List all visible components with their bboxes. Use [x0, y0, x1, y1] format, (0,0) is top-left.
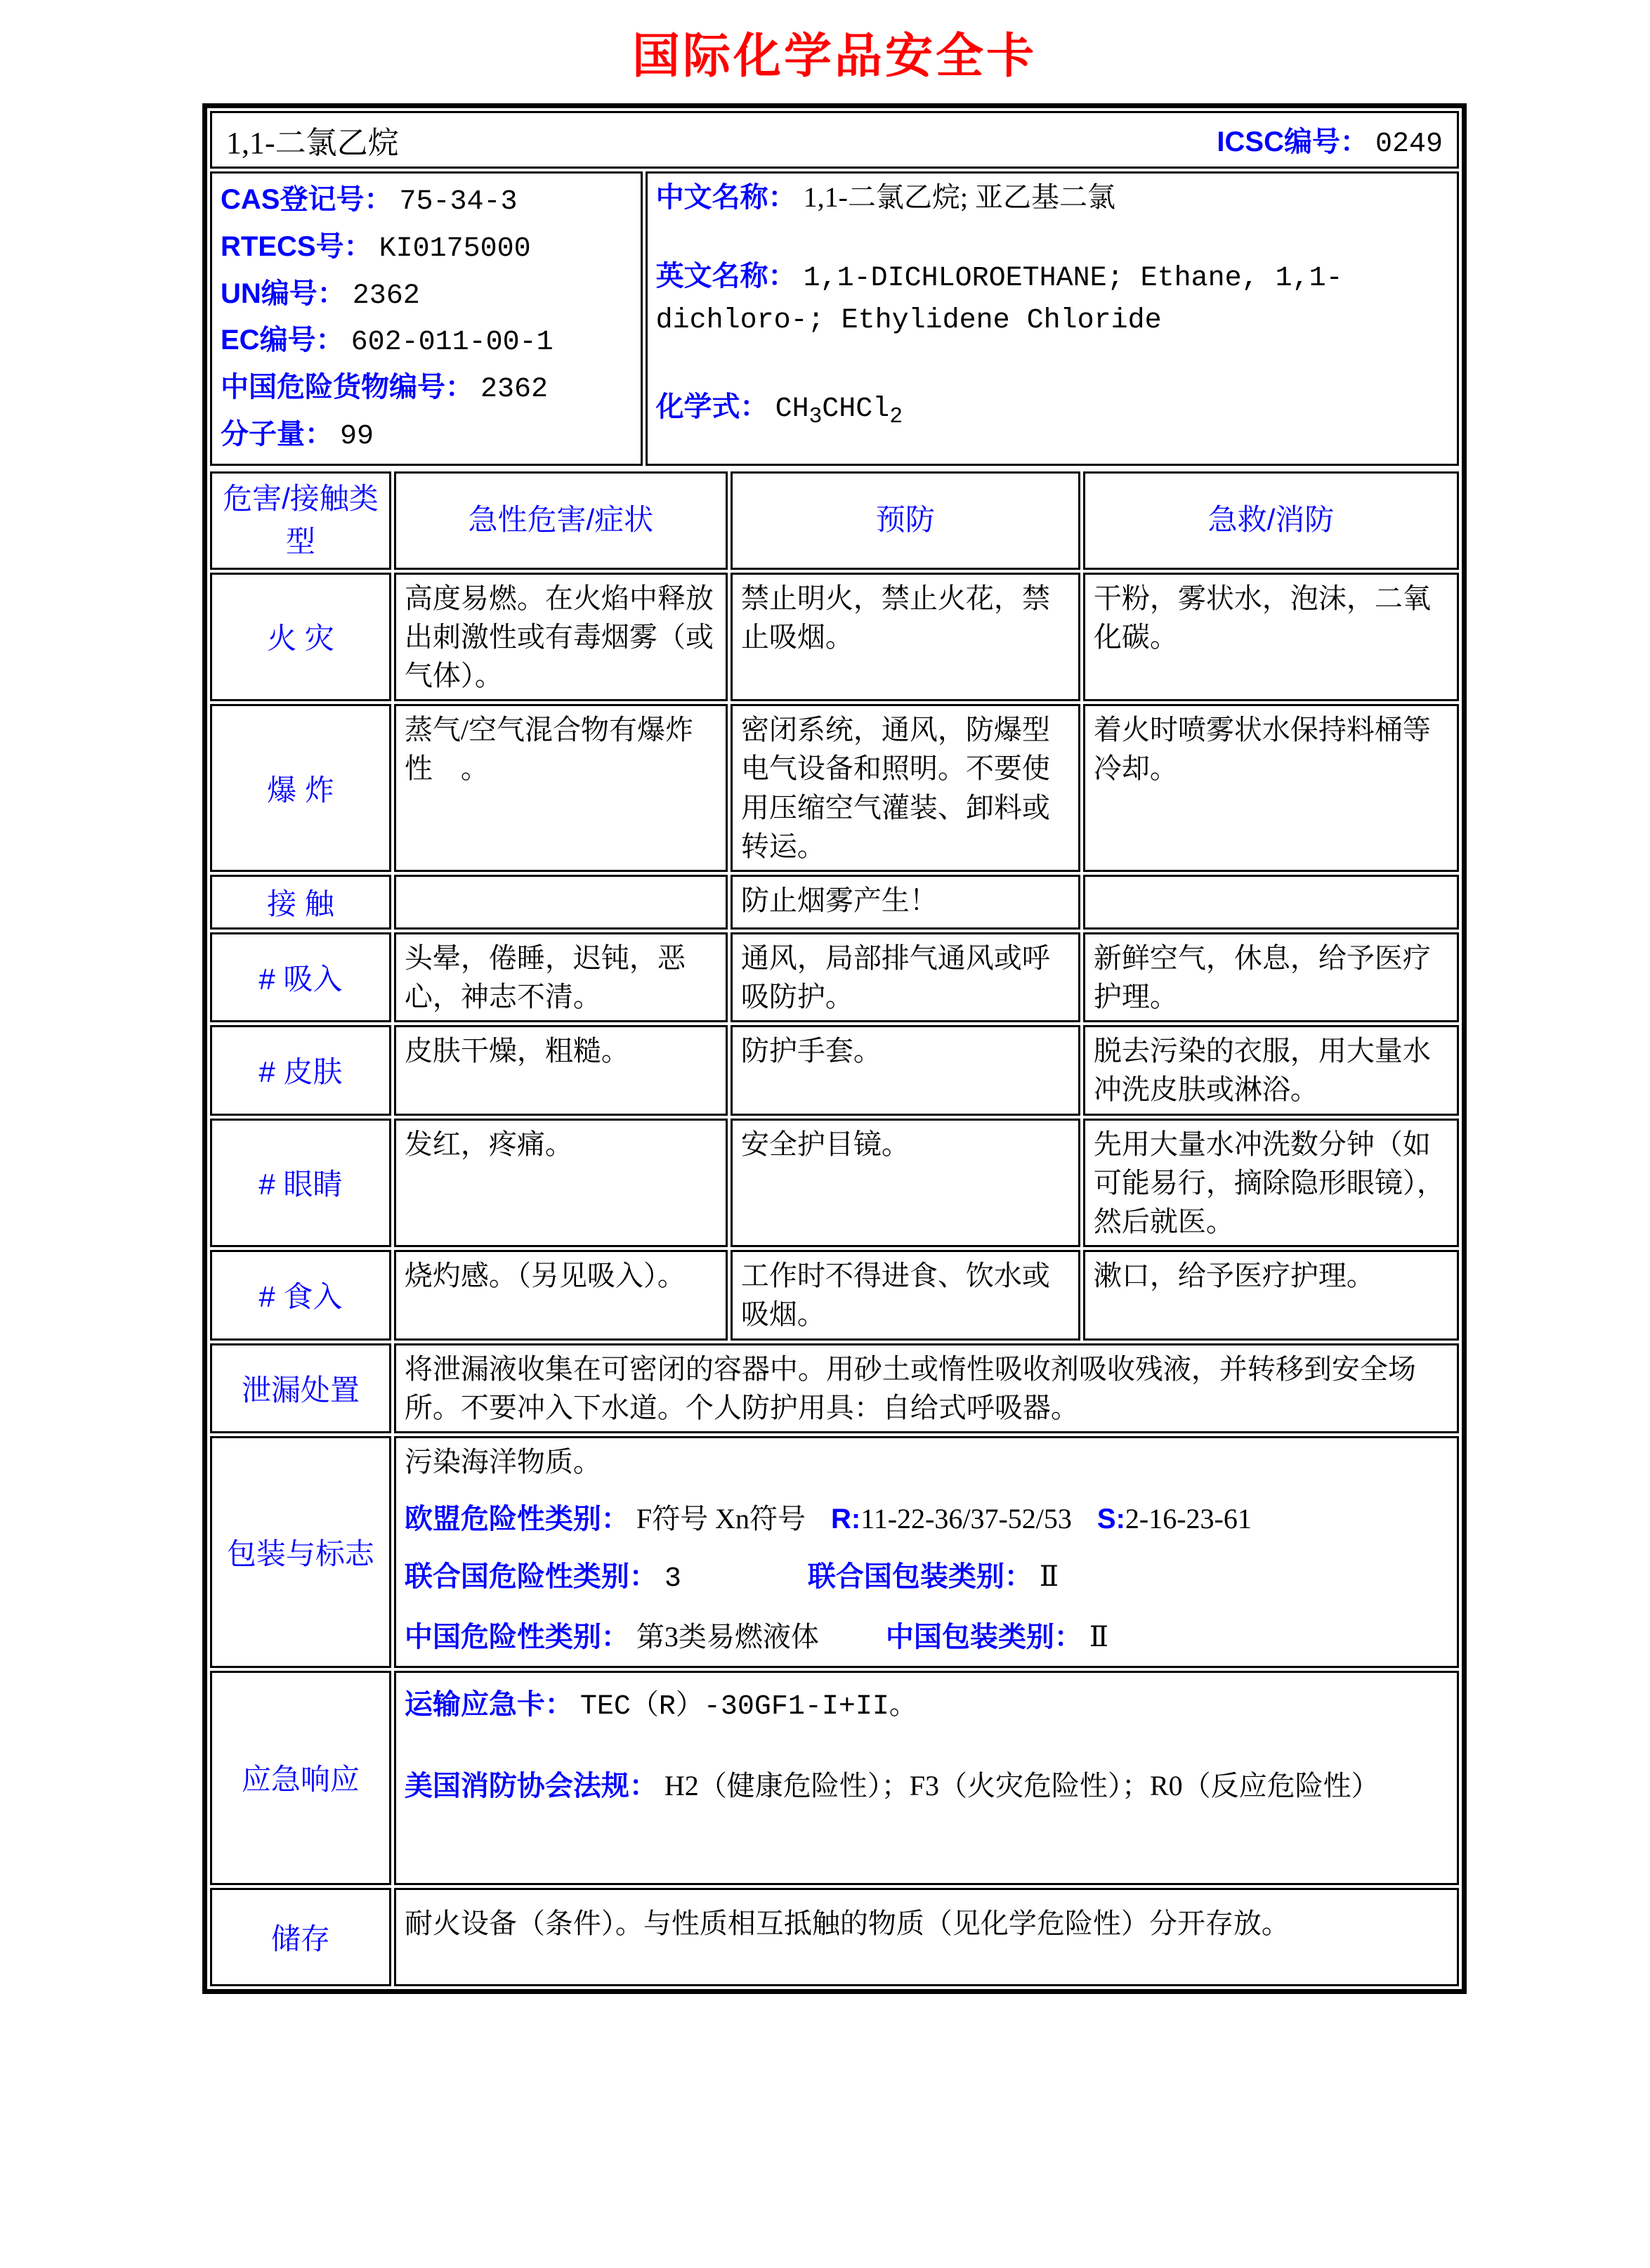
marine-pollutant-note: 污染海洋物质。	[404, 1445, 601, 1478]
fire-response-cell: 干粉，雾状水，泡沫，二氧化碳。	[1083, 573, 1459, 702]
chemical-names-cell	[646, 171, 1459, 466]
row-eyes	[210, 1119, 1459, 1248]
col-header-symptoms: 急性危害/症状	[394, 471, 728, 570]
row-emergency-response	[210, 1671, 1459, 1885]
ingestion-prevention-cell: 工作时不得进食、饮水或吸烟。	[731, 1250, 1080, 1340]
identity-row	[210, 171, 1459, 466]
name-row	[210, 111, 1459, 169]
skin-symptoms-cell: 皮肤干燥，粗糙。	[394, 1025, 728, 1115]
ingestion-label: # 食入	[210, 1250, 391, 1340]
safety-card	[202, 103, 1467, 1994]
skin-label: # 皮肤	[210, 1025, 391, 1115]
china-class-line: 中国危险性类别： 第3类易燃液体 中国包装类别： Ⅱ	[404, 1620, 1109, 1653]
inhalation-label: # 吸入	[210, 932, 391, 1022]
chemical-name: 1,1-二氯乙烷	[226, 126, 399, 160]
molecular-weight: 分子量： 99	[221, 418, 374, 452]
row-spill-disposal	[210, 1343, 1459, 1433]
contact-prevention-cell: 防止烟雾产生！	[731, 875, 1080, 930]
s-phrases-label: S:	[1096, 1504, 1125, 1535]
row-packaging-labeling	[210, 1436, 1459, 1668]
china-dg-number: 中国危险货物编号： 2362	[221, 372, 549, 406]
eyes-response-cell: 先用大量水冲洗数分钟（如可能易行，摘除隐形眼镜），然后就医。	[1083, 1119, 1459, 1248]
eyes-prevention-cell: 安全护目镜。	[731, 1119, 1080, 1248]
fire-symptoms-cell: 高度易燃。在火焰中释放出刺激性或有毒烟雾（或气体）。	[394, 573, 728, 702]
rtecs-number: RTECS号： KI0175000	[221, 230, 531, 265]
col-header-prevention: 预防	[731, 471, 1080, 570]
row-skin	[210, 1025, 1459, 1115]
storage-label: 储存	[210, 1888, 391, 1986]
skin-prevention-cell: 防护手套。	[731, 1025, 1080, 1115]
spill-text-cell: 将泄漏液收集在可密闭的容器中。用砂土或惰性吸收剂吸收残液，并转移到安全场所。不要冲入下水道。个人防护用具：自给式呼吸器。	[394, 1343, 1459, 1433]
explosion-prevention-cell: 密闭系统，通风，防爆型电气设备和照明。不要使用压缩空气灌装、卸料或转运。	[731, 704, 1080, 872]
fire-label: 火 灾	[210, 573, 391, 702]
col-header-firstaid: 急救/消防	[1083, 471, 1459, 570]
ingestion-response-cell: 漱口，给予医疗护理。	[1083, 1250, 1459, 1340]
row-storage	[210, 1888, 1459, 1986]
eu-hazard-class-line: 欧盟危险性类别： F符号 Xn符号 R:11-22-36/37-52/53 S:2-16-23-61	[404, 1503, 1252, 1535]
row-inhalation	[210, 932, 1459, 1022]
emergency-content-cell	[394, 1671, 1459, 1885]
packaging-content-cell	[394, 1436, 1459, 1668]
contact-symptoms-cell	[394, 875, 728, 930]
contact-response-cell	[1083, 875, 1459, 930]
hazard-header-row	[210, 471, 1459, 570]
inhalation-symptoms-cell: 头晕，倦睡，迟钝，恶心，神志不清。	[394, 932, 728, 1022]
icsc-number	[1217, 119, 1443, 160]
col-header-hazard-type: 危害/接触类型	[210, 471, 391, 570]
eyes-symptoms-cell: 发红，疼痛。	[394, 1119, 728, 1248]
icsc-value: 0249	[1375, 129, 1443, 160]
nfpa-line: 美国消防协会法规： H2（健康危险性）；F3（火灾危险性）；R0（反应危险性）	[404, 1769, 1380, 1801]
name-cell	[210, 111, 1459, 169]
explosion-symptoms-cell: 蒸气/空气混合物有爆炸性 。	[394, 704, 728, 872]
inhalation-response-cell: 新鲜空气，休息，给予医疗护理。	[1083, 932, 1459, 1022]
explosion-response-cell: 着火时喷雾状水保持料桶等冷却。	[1083, 704, 1459, 872]
spill-label: 泄漏处置	[210, 1343, 391, 1433]
skin-response-cell: 脱去污染的衣服，用大量水冲洗皮肤或淋浴。	[1083, 1025, 1459, 1115]
english-name: 英文名称： 1,1-DICHLOROETHANE; Ethane, 1,1-dichloro-; Ethylidene Chloride	[655, 261, 1343, 337]
icsc-label: ICSC编号：	[1217, 126, 1368, 157]
r-phrases-label: R:	[830, 1504, 861, 1535]
identity-table	[207, 108, 1462, 469]
packaging-label: 包装与标志	[210, 1436, 391, 1668]
row-contact	[210, 875, 1459, 930]
un-number: UN编号： 2362	[221, 278, 420, 312]
row-ingestion	[210, 1250, 1459, 1340]
contact-label: 接 触	[210, 875, 391, 930]
fire-prevention-cell: 禁止明火，禁止火花，禁止吸烟。	[731, 573, 1080, 702]
registry-numbers-cell	[210, 171, 643, 466]
ec-number: EC编号： 602-011-00-1	[221, 325, 554, 359]
chinese-name: 中文名称： 1,1-二氯乙烷; 亚乙基二氯	[655, 181, 1115, 213]
hazard-table	[207, 469, 1462, 1989]
eyes-label: # 眼睛	[210, 1119, 391, 1248]
ingestion-symptoms-cell: 烧灼感。（另见吸入）。	[394, 1250, 728, 1340]
un-class-line: 联合国危险性类别： 3 联合国包装类别： Ⅱ	[404, 1560, 1059, 1596]
storage-text-cell: 耐火设备（条件）。与性质相互抵触的物质（见化学危险性）分开存放。	[394, 1888, 1459, 1986]
explosion-label: 爆 炸	[210, 704, 391, 872]
inhalation-prevention-cell: 通风，局部排气通风或呼吸防护。	[731, 932, 1080, 1022]
row-fire	[210, 573, 1459, 702]
chemical-formula: 化学式： $CH_3CHCl_2$	[655, 391, 903, 429]
row-explosion	[210, 704, 1459, 872]
transport-emergency-card-line: 运输应急卡： TEC（R）-30GF1-I+II。	[404, 1688, 917, 1723]
emergency-label: 应急响应	[210, 1671, 391, 1885]
cas-number: CAS登记号： 75-34-3	[221, 184, 518, 218]
page-title: 国际化学品安全卡	[631, 30, 1037, 83]
